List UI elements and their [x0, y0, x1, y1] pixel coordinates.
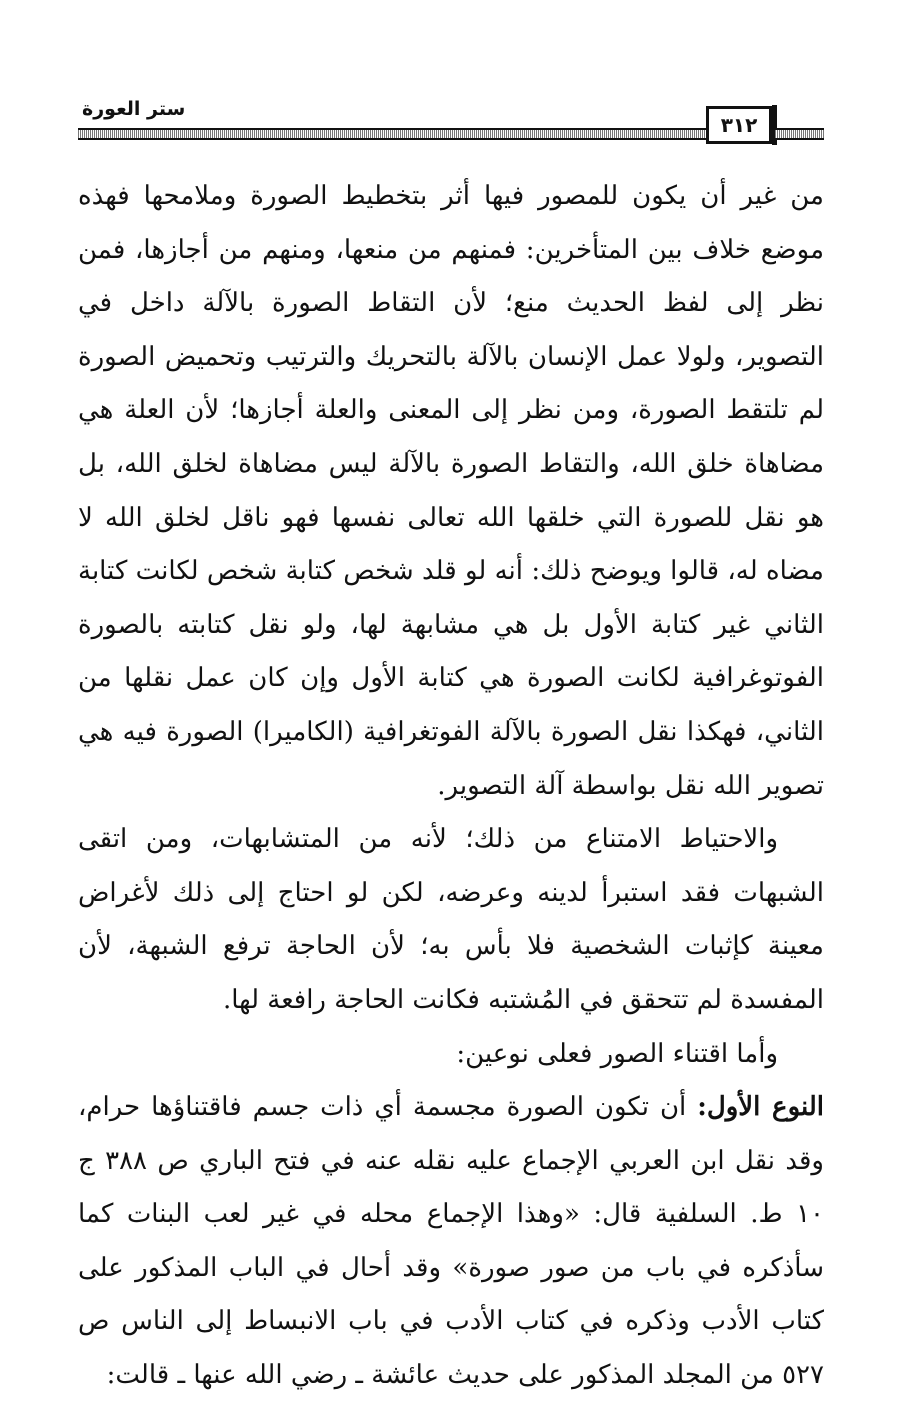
- running-title: ستر العورة: [82, 98, 186, 120]
- paragraph-3: وأما اقتناء الصور فعلى نوعين:: [456, 1038, 778, 1069]
- page-number-box: [706, 106, 772, 144]
- paragraph-4-text: أن تكون الصورة مجسمة أي ذات جسم فاقتناؤها حرام، وقد نقل ابن العربي الإجماع عليه نقله عنه في فتح الباري ص ٣٨٨ ج ١٠ ط. السلفية قال: «وهذا الإجماع محله في غير لعب البنات كما سأذكره في باب من صور صورة» وقد أحال في الباب المذكور على كتاب الأدب وذكره في كتاب الأدب في باب الانبساط إلى الناس ص ٥٢٧ من المجلد المذكور على حديث عائشة ـ رضي الله عنها ـ قالت:: [78, 1092, 824, 1391]
- paragraph-1: من غير أن يكون للمصور فيها أثر بتخطيط الصورة وملامحها فهذه موضع خلاف بين المتأخرين: فمنهم من منعها، ومنهم من أجازها، فمن نظر إلى لفظ الحديث منع؛ لأن التقاط الصورة بالآلة داخل في التصوير، ولولا عمل الإنسان بالآلة بالتحريك والترتيب وتحميض الصورة لم تلتقط الصورة، ومن نظر إلى المعنى والعلة أجازها؛ لأن العلة هي مضاهاة خلق الله، والتقاط الصورة بالآلة ليس مضاهاة لخلق الله، بل هو نقل للصورة التي خلقها الله تعالى نفسها فهو ناقل لخلق الله لا مضاه له، قالوا ويوضح ذلك: أنه لو قلد شخص كتابة شخص لكانت كتابة الثاني غير كتابة الأول بل هي مشابهة لها، ولو نقل كتابته بالصورة الفوتوغرافية لكانت الصورة هي كتابة الأول وإن كان عمل نقلها من الثاني، فهكذا نقل الصورة بالآلة الفوتغرافية (الكاميرا) الصورة فيه هي تصوير الله نقل بواسطة آلة التصوير.: [78, 181, 824, 801]
- header-rule: [78, 128, 708, 140]
- page-number: ٣١٢: [720, 113, 758, 137]
- paragraph-4-lead: النوع الأول:: [697, 1092, 824, 1123]
- paragraph-4: [78, 1081, 824, 1403]
- page-header: [78, 98, 824, 148]
- header-rule-end: [775, 128, 824, 140]
- paragraph-2: والاحتياط الامتناع من ذلك؛ لأنه من المتشابهات، ومن اتقى الشبهات فقد استبرأ لدينه وعرضه، لكن لو احتاج إلى ذلك لأغراض معينة كإثبات الشخصية فلا بأس به؛ لأن الحاجة ترفع الشبهة، لأن المفسدة لم تتحقق في المُشتبه فكانت الحاجة رافعة لها.: [78, 824, 824, 1015]
- page-body: [78, 170, 824, 1403]
